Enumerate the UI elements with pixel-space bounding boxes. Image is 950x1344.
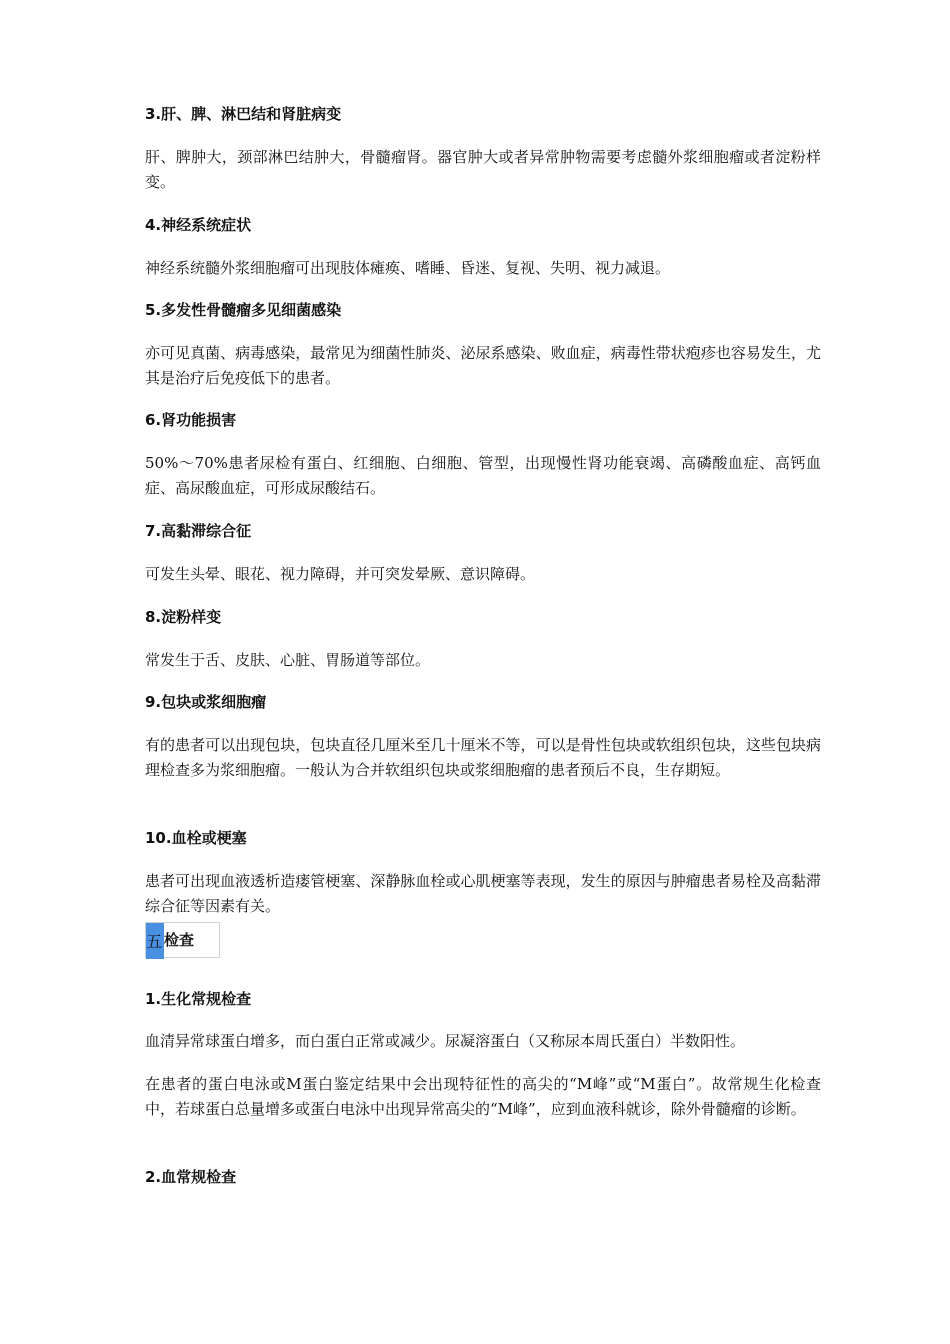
paragraph-3: 肝、脾肿大，颈部淋巴结肿大，骨髓瘤肾。器官肿大或者异常肿物需要考虑髓外浆细胞瘤或者淀粉样变。: [145, 148, 821, 191]
paragraph-10: 患者可出现血液透析造瘘管梗塞、深静脉血栓或心肌梗塞等表现，发生的原因与肿瘤患者易栓及高黏滞综合征等因素有关。: [145, 872, 821, 915]
paragraph-4: 神经系统髓外浆细胞瘤可出现肢体瘫痪、嗜睡、昏迷、复视、失明、视力减退。: [145, 259, 671, 277]
paragraph-5: 亦可见真菌、病毒感染，最常见为细菌性肺炎、泌尿系感染、败血症，病毒性带状疱疹也容易发生，尤其是治疗后免疫低下的患者。: [145, 344, 821, 387]
section-title: 检查: [164, 931, 195, 949]
heading-3: 3.肝、脾、淋巴结和肾脏病变: [145, 105, 342, 123]
heading-9: 9.包块或浆细胞瘤: [145, 693, 267, 711]
paragraph-exam-1a: 血清异常球蛋白增多，而白蛋白正常或减少。尿凝溶蛋白（又称尿本周氏蛋白）半数阳性。: [145, 1032, 746, 1050]
heading-5: 5.多发性骨髓瘤多见细菌感染: [145, 301, 342, 319]
paragraph-exam-1b: 在患者的蛋白电泳或M蛋白鉴定结果中会出现特征性的高尖的“M峰”或“M蛋白”。故常规生化检查中，若球蛋白总量增多或蛋白电泳中出现异常高尖的“M峰”，应到血液科就诊，除外骨髓瘤的诊断。: [145, 1075, 821, 1118]
paragraph-7: 可发生头晕、眼花、视力障碍，并可突发晕厥、意识障碍。: [145, 565, 536, 583]
heading-7: 7.高黏滞综合征: [145, 522, 252, 540]
paragraph-6: 50%～70%患者尿检有蛋白、红细胞、白细胞、管型，出现慢性肾功能衰竭、高磷酸血症、高钙血症、高尿酸血症，可形成尿酸结石。: [145, 454, 821, 497]
heading-10: 10.血栓或梗塞: [145, 829, 247, 847]
paragraph-9: 有的患者可以出现包块，包块直径几厘米至几十厘米不等，可以是骨性包块或软组织包块，这些包块病理检查多为浆细胞瘤。一般认为合并软组织包块或浆细胞瘤的患者预后不良，生存期短。: [145, 736, 821, 779]
section-heading-box: [145, 922, 220, 958]
heading-exam-1: 1.生化常规检查: [145, 990, 252, 1008]
heading-4: 4.神经系统症状: [145, 216, 252, 234]
paragraph-8: 常发生于舌、皮肤、心脏、胃肠道等部位。: [145, 651, 431, 669]
heading-6: 6.肾功能损害: [145, 411, 237, 429]
heading-exam-2: 2.血常规检查: [145, 1168, 237, 1186]
heading-8: 8.淀粉样变: [145, 608, 222, 626]
section-number-highlight: 五: [146, 923, 164, 959]
